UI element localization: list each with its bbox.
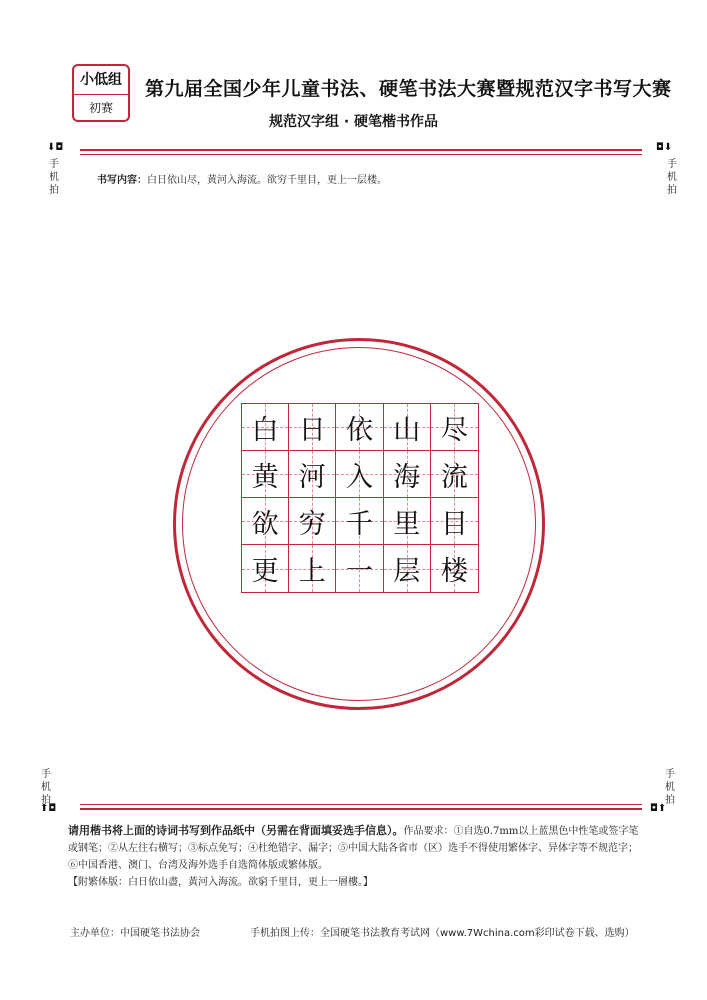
grid-cell: 海	[384, 451, 431, 498]
grid-cell: 层	[384, 545, 431, 592]
grid-cell: 流	[431, 451, 478, 498]
grid-cell: 楼	[431, 545, 478, 592]
grid-cell: 一	[336, 545, 383, 592]
writing-content	[97, 171, 387, 186]
phone-photo-label-top-left: 手 机 拍	[49, 159, 59, 196]
instructions-body: 作品要求：①自选0.7mm以上蓝黑色中性笔或签字笔或钢笔；②从左往右横写；③标点免写；④杜绝错字、漏字；⑤中国大陆各省市（区）选手不得使用繁体字、异体字等不规范字；⑥中国香港、澳门、台湾及海外选手自选简体版或繁体版。	[68, 826, 639, 871]
camera-icon-top-right: ◘⬇	[656, 142, 673, 153]
grid-cell: 里	[384, 498, 431, 545]
camera-icon-top-left: ⬇◘	[47, 142, 64, 153]
top-rule-1	[80, 149, 642, 151]
bottom-rule-1	[80, 804, 642, 805]
writing-content-text: 白日依山尽，黄河入海流。欲穷千里目，更上一层楼。	[147, 175, 387, 186]
grid-cell: 穷	[289, 498, 336, 545]
page-title: 第九届全国少年儿童书法、硬笔书法大赛暨规范汉字书写大赛	[145, 78, 672, 100]
grid-cell: 日	[289, 404, 336, 451]
phone-photo-label-top-right: 手 机 拍	[667, 159, 677, 196]
grid-cell: 依	[336, 404, 383, 451]
writing-content-label: 书写内容：	[97, 175, 147, 186]
instructions-traditional: 【附繁体版：白日依山盡，黃河入海流。欲窮千里目，更上一層樓。】	[68, 877, 373, 888]
grid-cell: 山	[384, 404, 431, 451]
top-rule-2	[80, 154, 642, 155]
instructions-heading: 请用楷书将上面的诗词书写到作品纸中（另需在背面填妥选手信息）。	[68, 824, 404, 837]
badge-group: 小低组	[74, 66, 128, 95]
organizer: 主办单位：中国硬笔书法协会	[70, 928, 200, 939]
grid-cell: 入	[336, 451, 383, 498]
grid-cell: 目	[431, 498, 478, 545]
grid-cell: 河	[289, 451, 336, 498]
grid-cell: 黄	[242, 451, 289, 498]
page-subtitle: 规范汉字组 · 硬笔楷书作品	[268, 114, 439, 130]
phone-photo-label-bottom-left: 手 机 拍	[41, 769, 51, 806]
phone-photo-label-bottom-right: 手 机 拍	[665, 769, 675, 806]
badge-stage: 初赛	[88, 101, 113, 115]
grid-cell: 尽	[431, 404, 478, 451]
grid-cell: 欲	[242, 498, 289, 545]
grid-cell: 白	[242, 404, 289, 451]
camera-icon-bottom-right: ◘⬆	[650, 803, 667, 814]
upload-info: 手机拍图上传：全国硬笔书法教育考试网（www.7Wchina.com彩印试卷下载、选购）	[250, 928, 635, 939]
instructions	[68, 822, 646, 891]
bottom-rule-2	[80, 808, 642, 810]
grid-cell: 千	[336, 498, 383, 545]
camera-icon-bottom-left: ⬆◘	[40, 803, 57, 814]
grid-cell: 更	[242, 545, 289, 592]
writing-grid	[241, 403, 479, 593]
grid-cell: 上	[289, 545, 336, 592]
